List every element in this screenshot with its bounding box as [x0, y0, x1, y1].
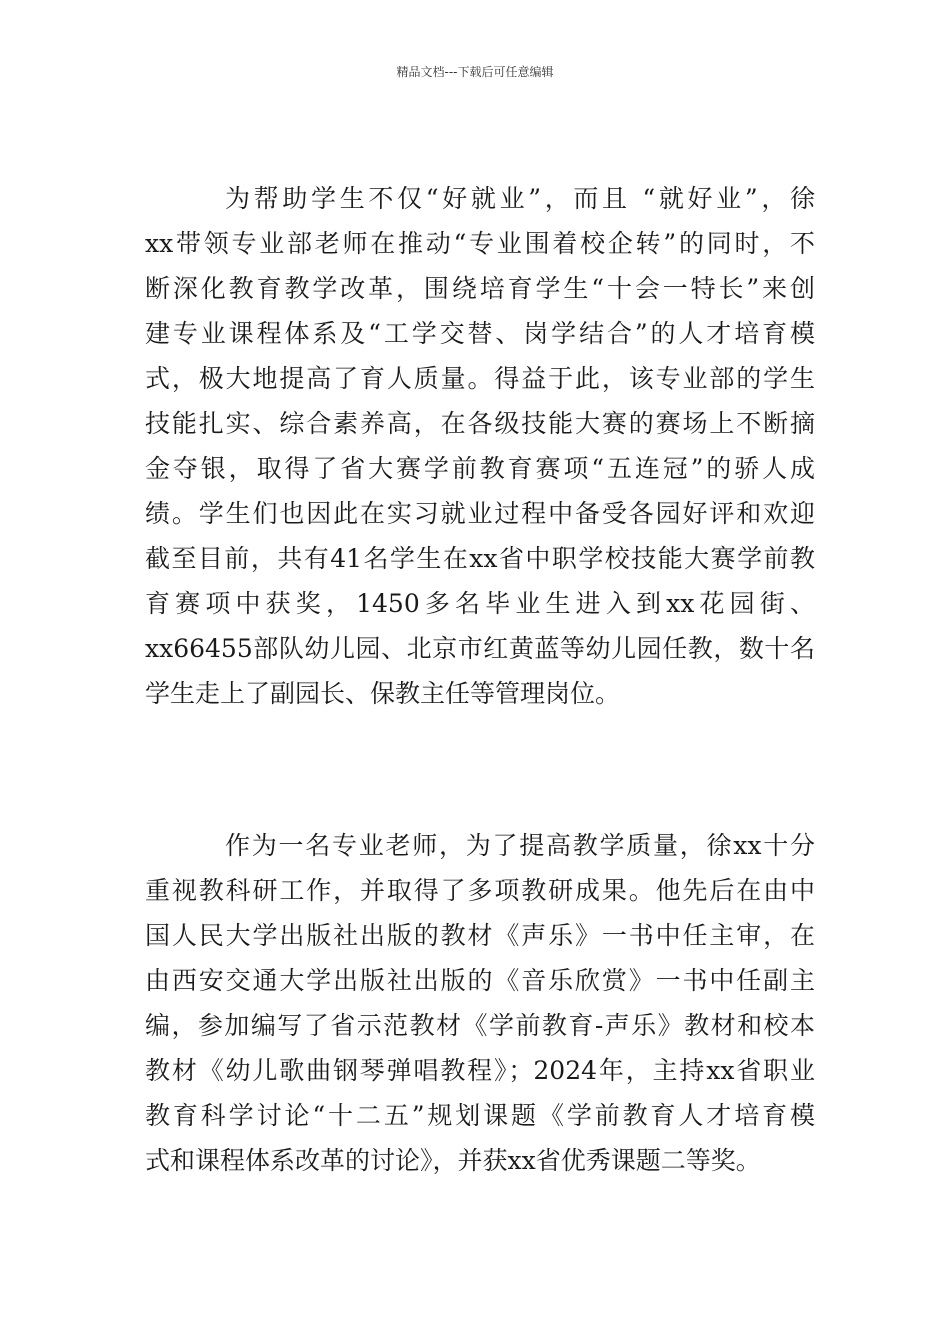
page-header: 精品文档---下载后可任意编辑	[396, 65, 554, 79]
paragraph-line: 断深化教育教学改革，围绕培育学生“十会一特长”来创	[145, 274, 815, 303]
paragraph-line: 育赛项中获奖，1450多名毕业生进入到xx花园街、	[145, 589, 815, 618]
paragraph-line: 教育科学讨论“十二五”规划课题《学前教育人才培育模	[145, 1101, 815, 1130]
paragraph-line: 截至目前，共有41名学生在xx省中职学校技能大赛学前教	[145, 544, 815, 573]
paragraph-line: 式和课程体系改革的讨论》，并获xx省优秀课题二等奖。	[145, 1146, 761, 1175]
paragraph-line: 由西安交通大学出版社出版的《音乐欣赏》一书中任副主	[145, 966, 815, 995]
paragraph-line: 金夺银，取得了省大赛学前教育赛项“五连冠”的骄人成	[145, 454, 815, 483]
paragraph-line: 绩。学生们也因此在实习就业过程中备受各园好评和欢迎	[145, 499, 815, 528]
paragraph-line: xx66455部队幼儿园、北京市红黄蓝等幼儿园任教，数十名	[145, 634, 815, 663]
paragraph-line: 重视教科研工作，并取得了多项教研成果。他先后在由中	[145, 876, 815, 905]
paragraph-line: 技能扎实、综合素养高，在各级技能大赛的赛场上不断摘	[145, 409, 815, 438]
paragraph-line: 编，参加编写了省示范教材《学前教育-声乐》教材和校本	[145, 1011, 815, 1040]
paragraph-line: 国人民大学出版社出版的教材《声乐》一书中任主审，在	[145, 921, 815, 950]
paragraph-line: 为帮助学生不仅“好就业”，而且 “就好业”，徐	[225, 184, 815, 213]
paragraph-line: 作为一名专业老师，为了提高教学质量，徐xx十分	[225, 831, 815, 860]
paragraph-line: 教材《幼儿歌曲钢琴弹唱教程》；2024年，主持xx省职业	[145, 1056, 815, 1085]
paragraph-line: 式，极大地提高了育人质量。得益于此，该专业部的学生	[145, 364, 815, 393]
paragraph-1	[145, 176, 815, 716]
paragraph-line: 学生走上了副园长、保教主任等管理岗位。	[145, 679, 621, 708]
paragraph-2	[145, 823, 815, 1183]
paragraph-line: xx带领专业部老师在推动“专业围着校企转”的同时，不	[145, 229, 815, 258]
paragraph-line: 建专业课程体系及“工学交替、岗学结合”的人才培育模	[145, 319, 815, 348]
